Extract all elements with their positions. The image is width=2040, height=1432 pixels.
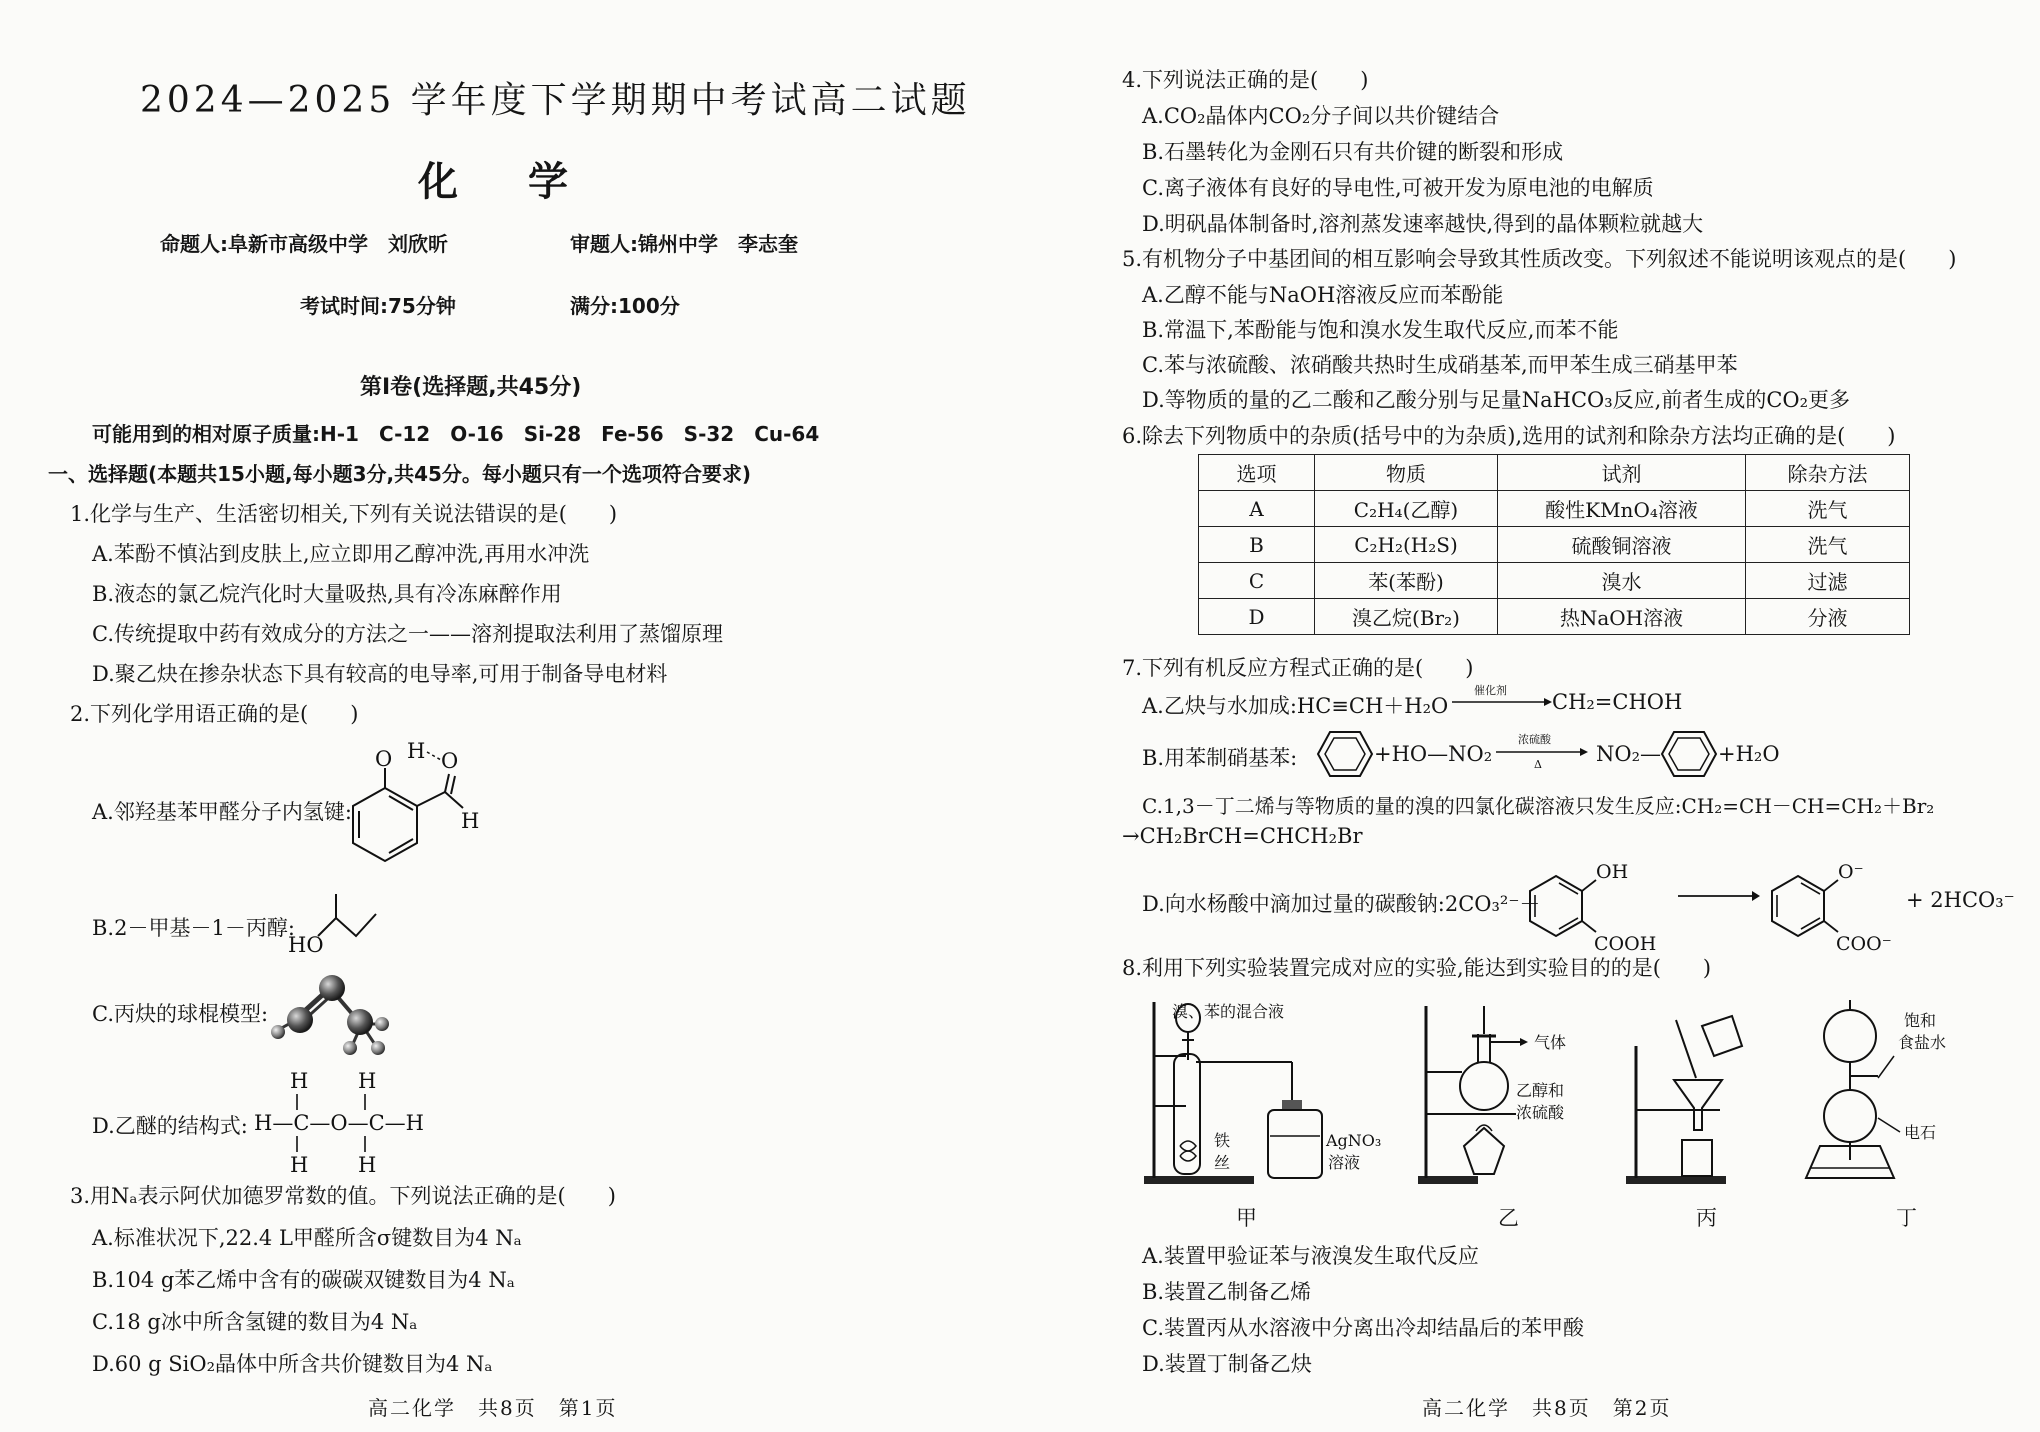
q4-option-a: A.CO₂晶体内CO₂分子间以共价键结合 [1142,104,1500,128]
salicylic-cooh: COOH [1594,933,1657,955]
svg-text:铁: 铁 [1214,1131,1231,1150]
q7d-tail: + 2HCO₃⁻ [1906,888,2015,912]
q2a-atom-h: H [407,739,426,763]
q2d-structural-line: H—C—O—C—H [254,1111,424,1135]
caption-bing: 丙 [1696,1206,1717,1230]
apparatus-bing [1624,1000,1764,1196]
svg-text:溶液: 溶液 [1328,1153,1361,1172]
q8-option-a: A.装置甲验证苯与液溴发生取代反应 [1142,1244,1479,1268]
q7-option-c-line1: C.1,3－丁二烯与等物质的量的溴的四氯化碳溶液只发生反应:CH₂=CH－CH=CH₂＋Br₂ [1142,794,1935,818]
q7a-product: CH₂=CHOH [1552,690,1683,714]
q5-option-b: B.常温下,苯酚能与饱和溴水发生取代反应,而苯不能 [1142,318,1619,342]
q2-stem: 2.下列化学用语正确的是( ) [70,702,359,726]
q7-option-a: A.乙炔与水加成:HC≡CH＋H₂O [1142,694,1449,718]
methylpropanol-skeletal [282,890,392,960]
q3-option-b: B.104 g苯乙烯中含有的碳碳双键数目为4 Nₐ [92,1268,515,1292]
q6-table-header [1199,455,1910,491]
q2a-atom-o1: O [375,747,393,771]
apparatus-ding [1790,996,1990,1196]
exam-title: 2024—2025 学年度下学期期中考试高二试题 [140,80,971,121]
q7b-byproduct: +H₂O [1718,742,1780,766]
page-right [1020,0,2040,1432]
q6-col-method: 除杂方法 [1746,455,1910,491]
svg-text:H: H [358,1069,377,1093]
q6-col-substance: 物质 [1315,455,1498,491]
atomic-masses: 可能用到的相对原子质量:H-1 C-12 O-16 Si-28 Fe-56 S-32 Cu-64 [92,422,820,446]
caption-ding: 丁 [1896,1206,1917,1230]
apparatus-yi [1416,996,1606,1196]
svg-text:H: H [290,1069,309,1093]
salicylaldehyde-structure [345,738,505,878]
svg-text:食盐水: 食盐水 [1898,1033,1947,1052]
footer-page-2: 高二化学 共8页 第2页 [1422,1396,1672,1420]
q7b-condition-top: 浓硫酸 [1518,733,1551,746]
caption-jia: 甲 [1236,1206,1257,1230]
table-row: B C₂H₂(H₂S) 硫酸铜溶液 洗气 [1199,527,1910,563]
q1-option-a: A.苯酚不慎沾到皮肤上,应立即用乙醇冲洗,再用水冲洗 [92,542,590,566]
section-heading: 一、选择题(本题共15小题,每小题3分,共45分。每小题只有一个选项符合要求) [48,462,752,486]
svg-text:H: H [290,1153,309,1177]
q8-option-d: D.装置丁制备乙炔 [1142,1352,1312,1376]
svg-text:丝: 丝 [1214,1153,1231,1172]
q7-option-d: D.向水杨酸中滴加过量的碳酸钠:2CO₃²⁻＋ [1142,892,1541,916]
q4-option-b: B.石墨转化为金刚石只有共价键的断裂和形成 [1142,140,1564,164]
q7b-reagent: +HO—NO₂ [1374,742,1493,766]
q5-option-d: D.等物质的量的乙二酸和乙酸分别与足量NaHCO₃反应,前者生成的CO₂更多 [1142,388,1851,412]
q7b-arrow [1496,732,1588,772]
propyne-ball-stick-model [268,962,398,1062]
q2b-atom-ho: HO [288,933,324,957]
q1-option-c: C.传统提取中药有效成分的方法之一——溶剂提取法利用了蒸馏原理 [92,622,723,646]
q5-option-c: C.苯与浓硫酸、浓硝酸共热时生成硝基苯,而甲苯生成三硝基甲苯 [1142,353,1738,377]
svg-text:电石: 电石 [1904,1123,1937,1142]
svg-text:浓硫酸: 浓硫酸 [1516,1103,1565,1122]
table-row: A C₂H₄(乙醇) 酸性KMnO₄溶液 洗气 [1199,491,1910,527]
benzene-ring-icon [1660,728,1718,780]
q1-option-d: D.聚乙炔在掺杂状态下具有较高的电导率,可用于制备导电材料 [92,662,668,686]
q2-option-d: D.乙醚的结构式: [92,1114,248,1138]
salicylic-oh: OH [1596,861,1629,883]
q3-option-c: C.18 g冰中所含氢键的数目为4 Nₐ [92,1310,418,1334]
q4-option-d: D.明矾晶体制备时,溶剂蒸发速率越快,得到的晶体颗粒就越大 [1142,212,1704,236]
q2-option-b: B.2－甲基－1－丙醇: [92,916,295,940]
subject-title: 化学 [418,158,638,205]
q7d-arrow [1676,884,1760,908]
q3-option-d: D.60 g SiO₂晶体中所含共价键数目为4 Nₐ [92,1352,493,1376]
q7-option-b: B.用苯制硝基苯: [1142,746,1298,770]
exam-duration: 考试时间:75分钟 [300,294,456,318]
caption-yi: 乙 [1498,1206,1519,1230]
q7-option-c-line2: →CH₂BrCH=CHCH₂Br [1122,824,1363,848]
q3-option-a: A.标准状况下,22.4 L甲醛所含σ键数目为4 Nₐ [92,1226,522,1250]
full-score: 满分:100分 [570,294,680,318]
q7b-product: NO₂— [1596,742,1662,766]
q4-option-c: C.离子液体有良好的导电性,可被开发为原电池的电解质 [1142,176,1654,200]
diethyl-ether-structure [250,1068,424,1178]
q3-stem: 3.用Nₐ表示阿伏加德罗常数的值。下列说法正确的是( ) [70,1184,616,1208]
q1-stem: 1.化学与生产、生活密切相关,下列有关说法错误的是( ) [70,502,618,526]
q8-option-c: C.装置丙从水溶液中分离出冷却结晶后的苯甲酸 [1142,1316,1584,1340]
apparatus-jia [1142,996,1402,1196]
svg-text:溴、苯的混合液: 溴、苯的混合液 [1172,1002,1285,1021]
q7b-condition-bottom: Δ [1534,758,1542,771]
salicylic-acid-structure [1526,860,1666,955]
q8-option-b: B.装置乙制备乙烯 [1142,1280,1312,1304]
q8-stem: 8.利用下列实验装置完成对应的实验,能达到实验目的的是( ) [1122,956,1712,980]
q7a-arrow [1452,684,1552,714]
svg-text:气体: 气体 [1534,1033,1567,1052]
salicylate-coo: COO⁻ [1836,933,1892,955]
part-title: 第Ⅰ卷(选择题,共45分) [360,375,582,400]
q7-stem: 7.下列有机反应方程式正确的是( ) [1122,656,1474,680]
q2-option-a: A.邻羟基苯甲醛分子内氢键: [92,800,352,824]
q6-stem: 6.除去下列物质中的杂质(括号中的为杂质),选用的试剂和除杂方法均正确的是( ) [1122,424,1896,448]
salicylate-ominus: O⁻ [1838,861,1864,883]
q6-table [1198,454,1910,635]
footer-page-1: 高二化学 共8页 第1页 [368,1396,618,1420]
q1-option-b: B.液态的氯乙烷汽化时大量吸热,具有冷冻麻醉作用 [92,582,562,606]
table-row: D 溴乙烷(Br₂) 热NaOH溶液 分液 [1199,599,1910,635]
reviewer-info: 审题人:锦州中学 李志奎 [570,232,798,256]
svg-text:乙醇和: 乙醇和 [1516,1081,1565,1100]
svg-text:AgNO₃: AgNO₃ [1326,1131,1382,1150]
svg-text:饱和: 饱和 [1904,1011,1937,1030]
svg-text:H: H [358,1153,377,1177]
q5-option-a: A.乙醇不能与NaOH溶液反应而苯酚能 [1142,283,1504,307]
q2a-atom-o2: O [441,749,459,773]
table-row: C 苯(苯酚) 溴水 过滤 [1199,563,1910,599]
q7a-condition: 催化剂 [1474,684,1507,697]
q6-col-reagent: 试剂 [1498,455,1746,491]
q6-col-option: 选项 [1199,455,1315,491]
q4-stem: 4.下列说法正确的是( ) [1122,68,1369,92]
salicylate-structure [1768,860,1898,955]
q5-stem: 5.有机物分子中基团间的相互影响会导致其性质改变。下列叙述不能说明该观点的是( ) [1122,247,1957,271]
benzene-ring-icon [1316,728,1374,780]
q2-option-c: C.丙炔的球棍模型: [92,1002,269,1026]
setter-info: 命题人:阜新市高级中学 刘欣昕 [160,232,448,256]
q2a-atom-h2: H [461,809,480,833]
